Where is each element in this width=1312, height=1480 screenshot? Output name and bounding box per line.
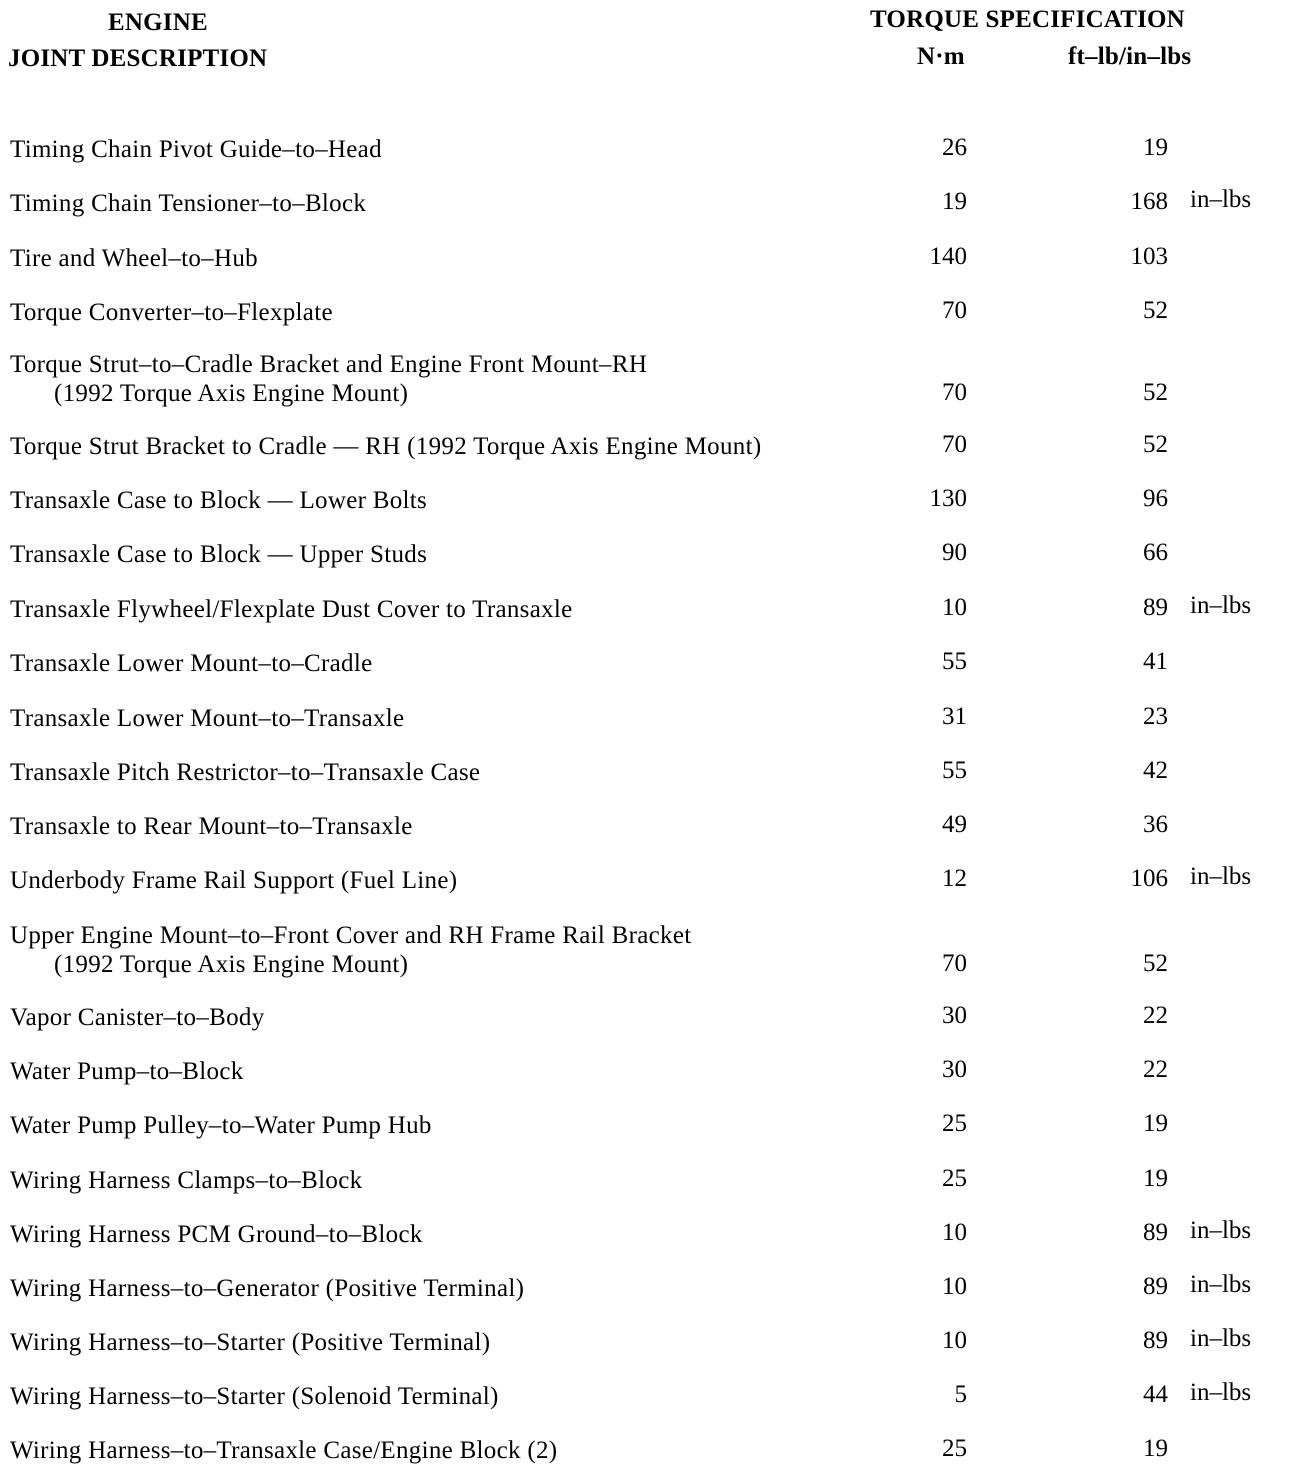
torque-nm-value: 70 — [942, 431, 967, 458]
joint-description-text: Water Pump Pulley–to–Water Pump Hub — [10, 1112, 432, 1139]
joint-description-text: Transaxle Case to Block — Lower Bolts — [10, 487, 428, 514]
joint-description — [10, 135, 382, 164]
torque-ft-lb-value: 52 — [1143, 950, 1168, 977]
header-ft-lb: ft–lb/in–lbs — [1068, 43, 1192, 70]
header-joint-description: JOINT DESCRIPTION — [8, 45, 268, 72]
torque-nm-value: 70 — [942, 379, 967, 406]
joint-description-text: Wiring Harness–to–Generator (Positive Terminal) — [10, 1275, 525, 1302]
torque-nm-value: 5 — [954, 1381, 967, 1408]
joint-description — [10, 1382, 499, 1411]
torque-ft-lb-value: 89 — [1143, 1273, 1168, 1300]
torque-nm-value: 10 — [942, 1327, 967, 1354]
joint-description-text: Wiring Harness–to–Starter (Solenoid Terminal) — [10, 1383, 499, 1410]
torque-nm-value: 10 — [942, 1219, 967, 1246]
torque-nm-value: 10 — [942, 1273, 967, 1300]
torque-nm-value: 31 — [942, 703, 967, 730]
joint-description-text: Wiring Harness Clamps–to–Block — [10, 1167, 363, 1194]
torque-ft-lb-value: 103 — [1130, 243, 1168, 270]
joint-description-text: Transaxle Case to Block — Upper Studs — [10, 541, 428, 568]
joint-description — [10, 298, 333, 327]
torque-ft-lb-value: 66 — [1143, 539, 1168, 566]
torque-ft-lb-value: 168 — [1130, 188, 1168, 215]
torque-unit-label: in–lbs — [1190, 1325, 1252, 1352]
joint-description — [10, 486, 427, 515]
joint-description — [10, 595, 573, 624]
torque-unit-label: in–lbs — [1190, 186, 1252, 213]
torque-ft-lb-value: 19 — [1143, 1110, 1168, 1137]
joint-description-text: Upper Engine Mount–to–Front Cover and RH Frame Rail Bracket — [10, 922, 692, 949]
joint-description-text: Underbody Frame Rail Support (Fuel Line) — [10, 867, 458, 894]
torque-nm-value: 25 — [942, 1110, 967, 1137]
torque-ft-lb-value: 89 — [1143, 1219, 1168, 1246]
joint-description-text: Wiring Harness–to–Starter (Positive Terminal) — [10, 1329, 491, 1356]
torque-unit-label: in–lbs — [1190, 1271, 1252, 1298]
joint-description-text: Transaxle to Rear Mount–to–Transaxle — [10, 813, 413, 840]
header-torque-specification: TORQUE SPECIFICATION — [870, 6, 1185, 33]
torque-ft-lb-value: 52 — [1143, 431, 1168, 458]
torque-nm-value: 25 — [942, 1165, 967, 1192]
torque-ft-lb-value: 19 — [1143, 1165, 1168, 1192]
joint-description — [10, 704, 404, 733]
torque-ft-lb-value: 89 — [1143, 594, 1168, 621]
torque-nm-value: 12 — [942, 865, 967, 892]
torque-ft-lb-value: 106 — [1130, 865, 1168, 892]
joint-description — [10, 244, 258, 273]
torque-nm-value: 70 — [942, 950, 967, 977]
joint-description — [10, 350, 647, 408]
joint-description-text: Tire and Wheel–to–Hub — [10, 245, 258, 272]
torque-nm-value: 19 — [942, 188, 967, 215]
joint-description — [10, 540, 427, 569]
torque-ft-lb-value: 89 — [1143, 1327, 1168, 1354]
torque-ft-lb-value: 96 — [1143, 485, 1168, 512]
torque-unit-label: in–lbs — [1190, 863, 1252, 890]
joint-description — [10, 1166, 362, 1195]
joint-description-text: Wiring Harness–to–Transaxle Case/Engine Block (2) — [10, 1437, 558, 1464]
torque-nm-value: 10 — [942, 594, 967, 621]
joint-description-text: Torque Converter–to–Flexplate — [10, 299, 333, 326]
joint-description-text: Transaxle Flywheel/Flexplate Dust Cover to Transaxle — [10, 596, 573, 623]
torque-nm-value: 130 — [929, 485, 967, 512]
torque-ft-lb-value: 36 — [1143, 811, 1168, 838]
joint-description — [10, 866, 457, 895]
joint-description-text: Water Pump–to–Block — [10, 1058, 244, 1085]
torque-ft-lb-value: 41 — [1143, 648, 1168, 675]
torque-nm-value: 70 — [942, 297, 967, 324]
joint-description-continuation: (1992 Torque Axis Engine Mount) — [54, 380, 409, 407]
joint-description — [10, 812, 413, 841]
header-engine: ENGINE — [108, 9, 208, 36]
torque-ft-lb-value: 19 — [1143, 134, 1168, 161]
torque-ft-lb-value: 52 — [1143, 297, 1168, 324]
torque-nm-value: 55 — [942, 648, 967, 675]
torque-nm-value: 90 — [942, 539, 967, 566]
joint-description — [10, 1274, 524, 1303]
torque-ft-lb-value: 23 — [1143, 703, 1168, 730]
joint-description-text: Torque Strut–to–Cradle Bracket and Engine Front Mount–RH — [10, 351, 648, 378]
joint-description-text: Vapor Canister–to–Body — [10, 1004, 265, 1031]
joint-description — [10, 1057, 244, 1086]
joint-description-text: Timing Chain Pivot Guide–to–Head — [10, 136, 382, 163]
torque-unit-label: in–lbs — [1190, 1379, 1252, 1406]
torque-unit-label: in–lbs — [1190, 1217, 1252, 1244]
torque-unit-label: in–lbs — [1190, 592, 1252, 619]
joint-description-text: Transaxle Lower Mount–to–Cradle — [10, 650, 373, 677]
torque-nm-value: 30 — [942, 1056, 967, 1083]
joint-description-text: Wiring Harness PCM Ground–to–Block — [10, 1221, 423, 1248]
torque-nm-value: 55 — [942, 757, 967, 784]
joint-description — [10, 649, 373, 678]
torque-ft-lb-value: 22 — [1143, 1056, 1168, 1083]
joint-description-text: Transaxle Pitch Restrictor–to–Transaxle Case — [10, 759, 481, 786]
joint-description-continuation: (1992 Torque Axis Engine Mount) — [54, 951, 409, 978]
joint-description — [10, 1111, 432, 1140]
torque-ft-lb-value: 42 — [1143, 757, 1168, 784]
joint-description — [10, 1328, 490, 1357]
torque-ft-lb-value: 22 — [1143, 1002, 1168, 1029]
joint-description-text: Torque Strut Bracket to Cradle — RH (1992 Torque Axis Engine Mount) — [10, 433, 762, 460]
joint-description-text: Transaxle Lower Mount–to–Transaxle — [10, 705, 405, 732]
torque-nm-value: 49 — [942, 811, 967, 838]
torque-nm-value: 25 — [942, 1435, 967, 1462]
torque-nm-value: 140 — [929, 243, 967, 270]
torque-nm-value: 26 — [942, 134, 967, 161]
header-nm: N·m — [917, 43, 965, 70]
joint-description — [10, 921, 691, 979]
joint-description — [10, 432, 761, 461]
torque-nm-value: 30 — [942, 1002, 967, 1029]
joint-description — [10, 1003, 265, 1032]
torque-ft-lb-value: 44 — [1143, 1381, 1168, 1408]
joint-description-text: Timing Chain Tensioner–to–Block — [10, 190, 367, 217]
torque-ft-lb-value: 52 — [1143, 379, 1168, 406]
joint-description — [10, 1220, 423, 1249]
joint-description — [10, 189, 366, 218]
joint-description — [10, 758, 480, 787]
joint-description — [10, 1436, 557, 1465]
torque-ft-lb-value: 19 — [1143, 1435, 1168, 1462]
